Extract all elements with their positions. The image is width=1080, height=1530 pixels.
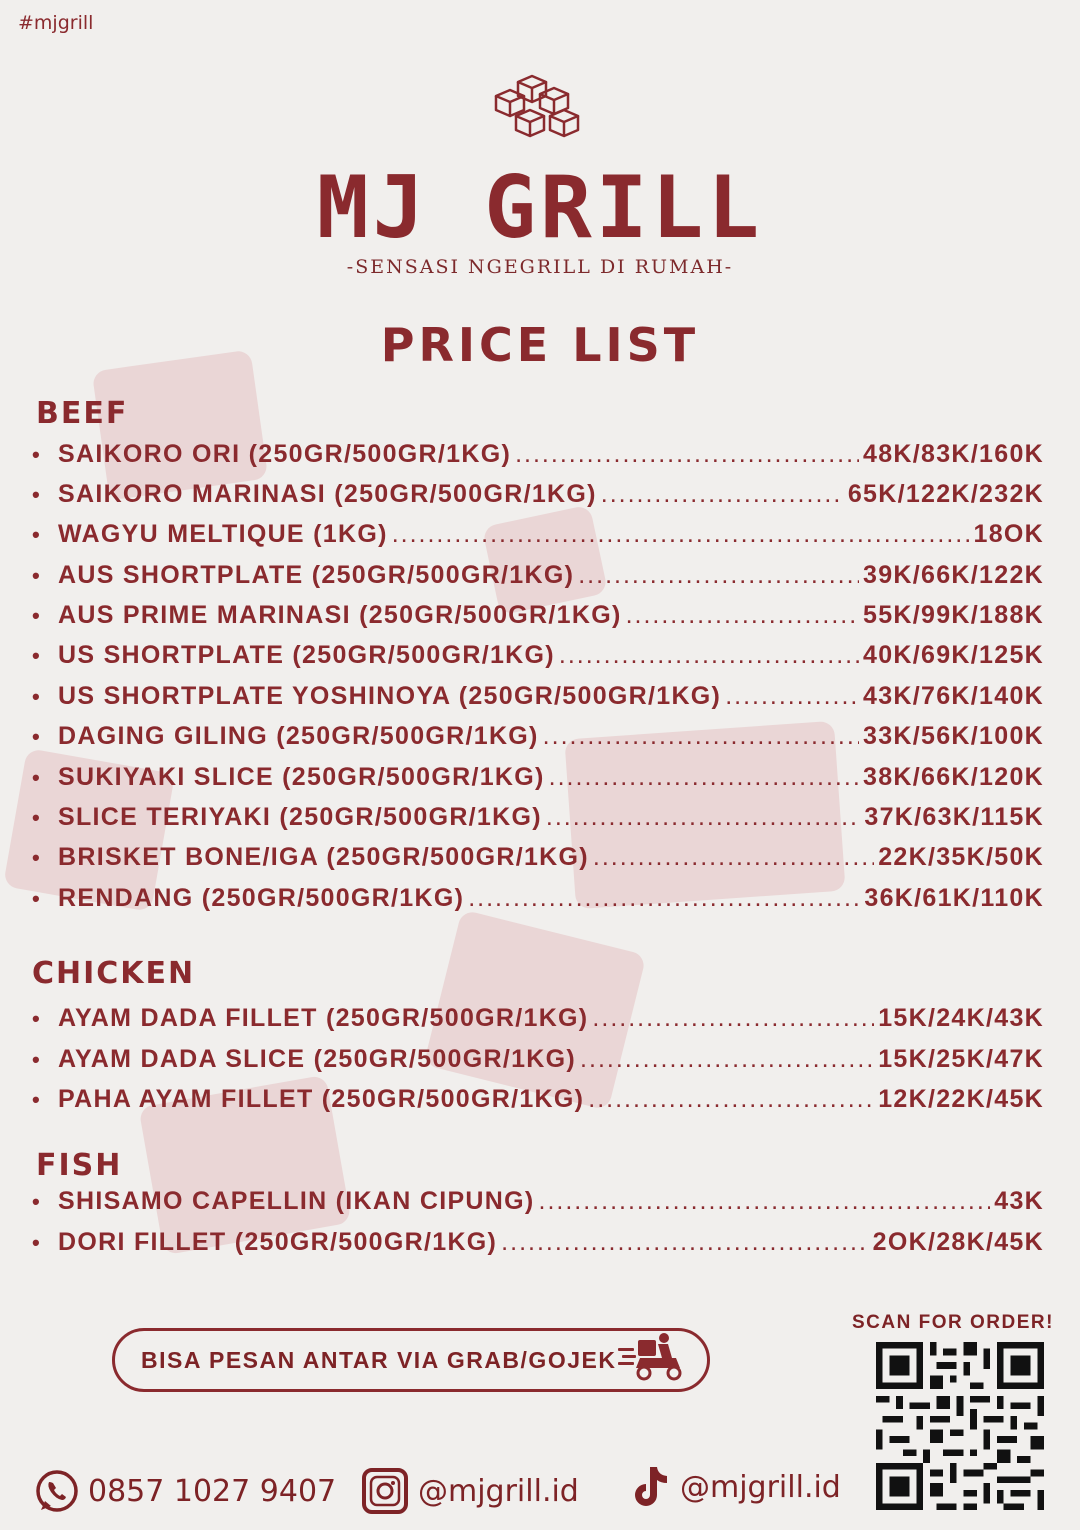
item-name: SUKIYAKI SLICE (250GR/500GR/1KG) xyxy=(58,763,545,791)
item-name: DORI FILLET (250GR/500GR/1KG) xyxy=(58,1228,498,1256)
instagram-icon xyxy=(360,1466,410,1516)
list-item: • SAIKORO ORI (250GR/500GR/1KG) ..... 48K/83K/160K xyxy=(32,440,1044,476)
section-title-chicken: CHICKEN xyxy=(32,956,196,991)
list-item: • SLICE TERIYAKI (250GR/500GR/1KG) ..... 37K/63K/115K xyxy=(32,803,1044,839)
section-title-beef: BEEF xyxy=(36,396,129,431)
item-name: SAIKORO ORI (250GR/500GR/1KG) xyxy=(58,440,512,468)
item-price: 22K/35K/50K xyxy=(878,843,1044,871)
item-price: 40K/69K/125K xyxy=(863,641,1044,669)
list-item: • PAHA AYAM FILLET (250GR/500GR/1KG) ..... 12K/22K/45K xyxy=(32,1085,1044,1121)
scan-label: SCAN FOR ORDER! xyxy=(852,1312,1054,1333)
list-item: • BRISKET BONE/IGA (250GR/500GR/1KG) ..... 22K/35K/50K xyxy=(32,843,1044,879)
item-name: SHISAMO CAPELLIN (IKAN CIPUNG) xyxy=(58,1187,535,1215)
list-item: • AUS SHORTPLATE (250GR/500GR/1KG) ..... 39K/66K/122K xyxy=(32,561,1044,597)
hashtag: #mjgrill xyxy=(18,12,94,34)
delivery-text: BISA PESAN ANTAR VIA GRAB/GOJEK xyxy=(141,1346,617,1373)
item-price: 65K/122K/232K xyxy=(847,480,1044,508)
tiktok-handle: @mjgrill.id xyxy=(680,1469,841,1505)
scooter-icon xyxy=(618,1330,684,1382)
item-name: BRISKET BONE/IGA (250GR/500GR/1KG) xyxy=(58,843,589,871)
list-item: • RENDANG (250GR/500GR/1KG) ..... 36K/61K/110K xyxy=(32,884,1044,920)
item-price: 18OK xyxy=(973,520,1044,548)
list-item: • SUKIYAKI SLICE (250GR/500GR/1KG) ..... 38K/66K/120K xyxy=(32,763,1044,799)
item-price: 15K/25K/47K xyxy=(878,1045,1044,1073)
item-name: RENDANG (250GR/500GR/1KG) xyxy=(58,884,465,912)
list-item: • SAIKORO MARINASI (250GR/500GR/1KG) ..... 65K/122K/232K xyxy=(32,480,1044,516)
contact-tiktok[interactable] xyxy=(630,1462,841,1512)
item-name: DAGING GILING (250GR/500GR/1KG) xyxy=(58,722,539,750)
brand-name: MJ GRILL xyxy=(316,158,764,258)
item-price: 43K/76K/140K xyxy=(863,682,1044,710)
list-item: • US SHORTPLATE (250GR/500GR/1KG) ..... 40K/69K/125K xyxy=(32,641,1044,677)
list-item: • DORI FILLET (250GR/500GR/1KG) ..... 2OK/28K/45K xyxy=(32,1228,1044,1264)
item-price: 43K xyxy=(994,1187,1044,1215)
item-price: 33K/56K/100K xyxy=(863,722,1044,750)
list-item: • AUS PRIME MARINASI (250GR/500GR/1KG) ..... 55K/99K/188K xyxy=(32,601,1044,637)
item-name: PAHA AYAM FILLET (250GR/500GR/1KG) xyxy=(58,1085,585,1113)
item-price: 39K/66K/122K xyxy=(863,561,1044,589)
item-name: AYAM DADA FILLET (250GR/500GR/1KG) xyxy=(58,1004,589,1032)
list-item: • SHISAMO CAPELLIN (IKAN CIPUNG) ..... 43K xyxy=(32,1187,1044,1223)
item-name: AUS PRIME MARINASI (250GR/500GR/1KG) xyxy=(58,601,622,629)
list-item: • AYAM DADA SLICE (250GR/500GR/1KG) ..... 15K/25K/47K xyxy=(32,1045,1044,1081)
item-name: US SHORTPLATE YOSHINOYA (250GR/500GR/1KG) xyxy=(58,682,722,710)
list-item: • DAGING GILING (250GR/500GR/1KG) ..... 33K/56K/100K xyxy=(32,722,1044,758)
item-price: 2OK/28K/45K xyxy=(872,1228,1044,1256)
item-price: 15K/24K/43K xyxy=(878,1004,1044,1032)
item-name: US SHORTPLATE (250GR/500GR/1KG) xyxy=(58,641,555,669)
list-item: • WAGYU MELTIQUE (1KG) ..... 18OK xyxy=(32,520,1044,556)
item-price: 12K/22K/45K xyxy=(878,1085,1044,1113)
item-name: SLICE TERIYAKI (250GR/500GR/1KG) xyxy=(58,803,542,831)
item-price: 36K/61K/110K xyxy=(864,884,1044,912)
whatsapp-number: 0857 1027 9407 xyxy=(88,1473,337,1509)
list-item: • AYAM DADA FILLET (250GR/500GR/1KG) ..... 15K/24K/43K xyxy=(32,1004,1044,1040)
meat-cubes-logo-icon xyxy=(488,70,592,150)
instagram-handle: @mjgrill.id xyxy=(418,1473,579,1509)
item-name: WAGYU MELTIQUE (1KG) xyxy=(58,520,388,548)
qr-code-icon[interactable] xyxy=(876,1342,1044,1510)
contact-instagram[interactable] xyxy=(360,1466,579,1516)
tiktok-icon xyxy=(630,1463,672,1511)
item-price: 38K/66K/120K xyxy=(863,763,1044,791)
brand-tagline: -SENSASI NGEGRILL DI RUMAH- xyxy=(346,256,734,278)
whatsapp-icon xyxy=(34,1468,80,1514)
item-name: AUS SHORTPLATE (250GR/500GR/1KG) xyxy=(58,561,575,589)
section-title-fish: FISH xyxy=(36,1148,123,1183)
item-name: AYAM DADA SLICE (250GR/500GR/1KG) xyxy=(58,1045,577,1073)
contact-whatsapp[interactable] xyxy=(34,1466,336,1516)
list-item: • US SHORTPLATE YOSHINOYA (250GR/500GR/1KG) ..... 43K/76K/140K xyxy=(32,682,1044,718)
item-price: 37K/63K/115K xyxy=(864,803,1044,831)
item-price: 55K/99K/188K xyxy=(863,601,1044,629)
item-price: 48K/83K/160K xyxy=(863,440,1044,468)
page-title: PRICE LIST xyxy=(380,318,700,372)
item-name: SAIKORO MARINASI (250GR/500GR/1KG) xyxy=(58,480,597,508)
